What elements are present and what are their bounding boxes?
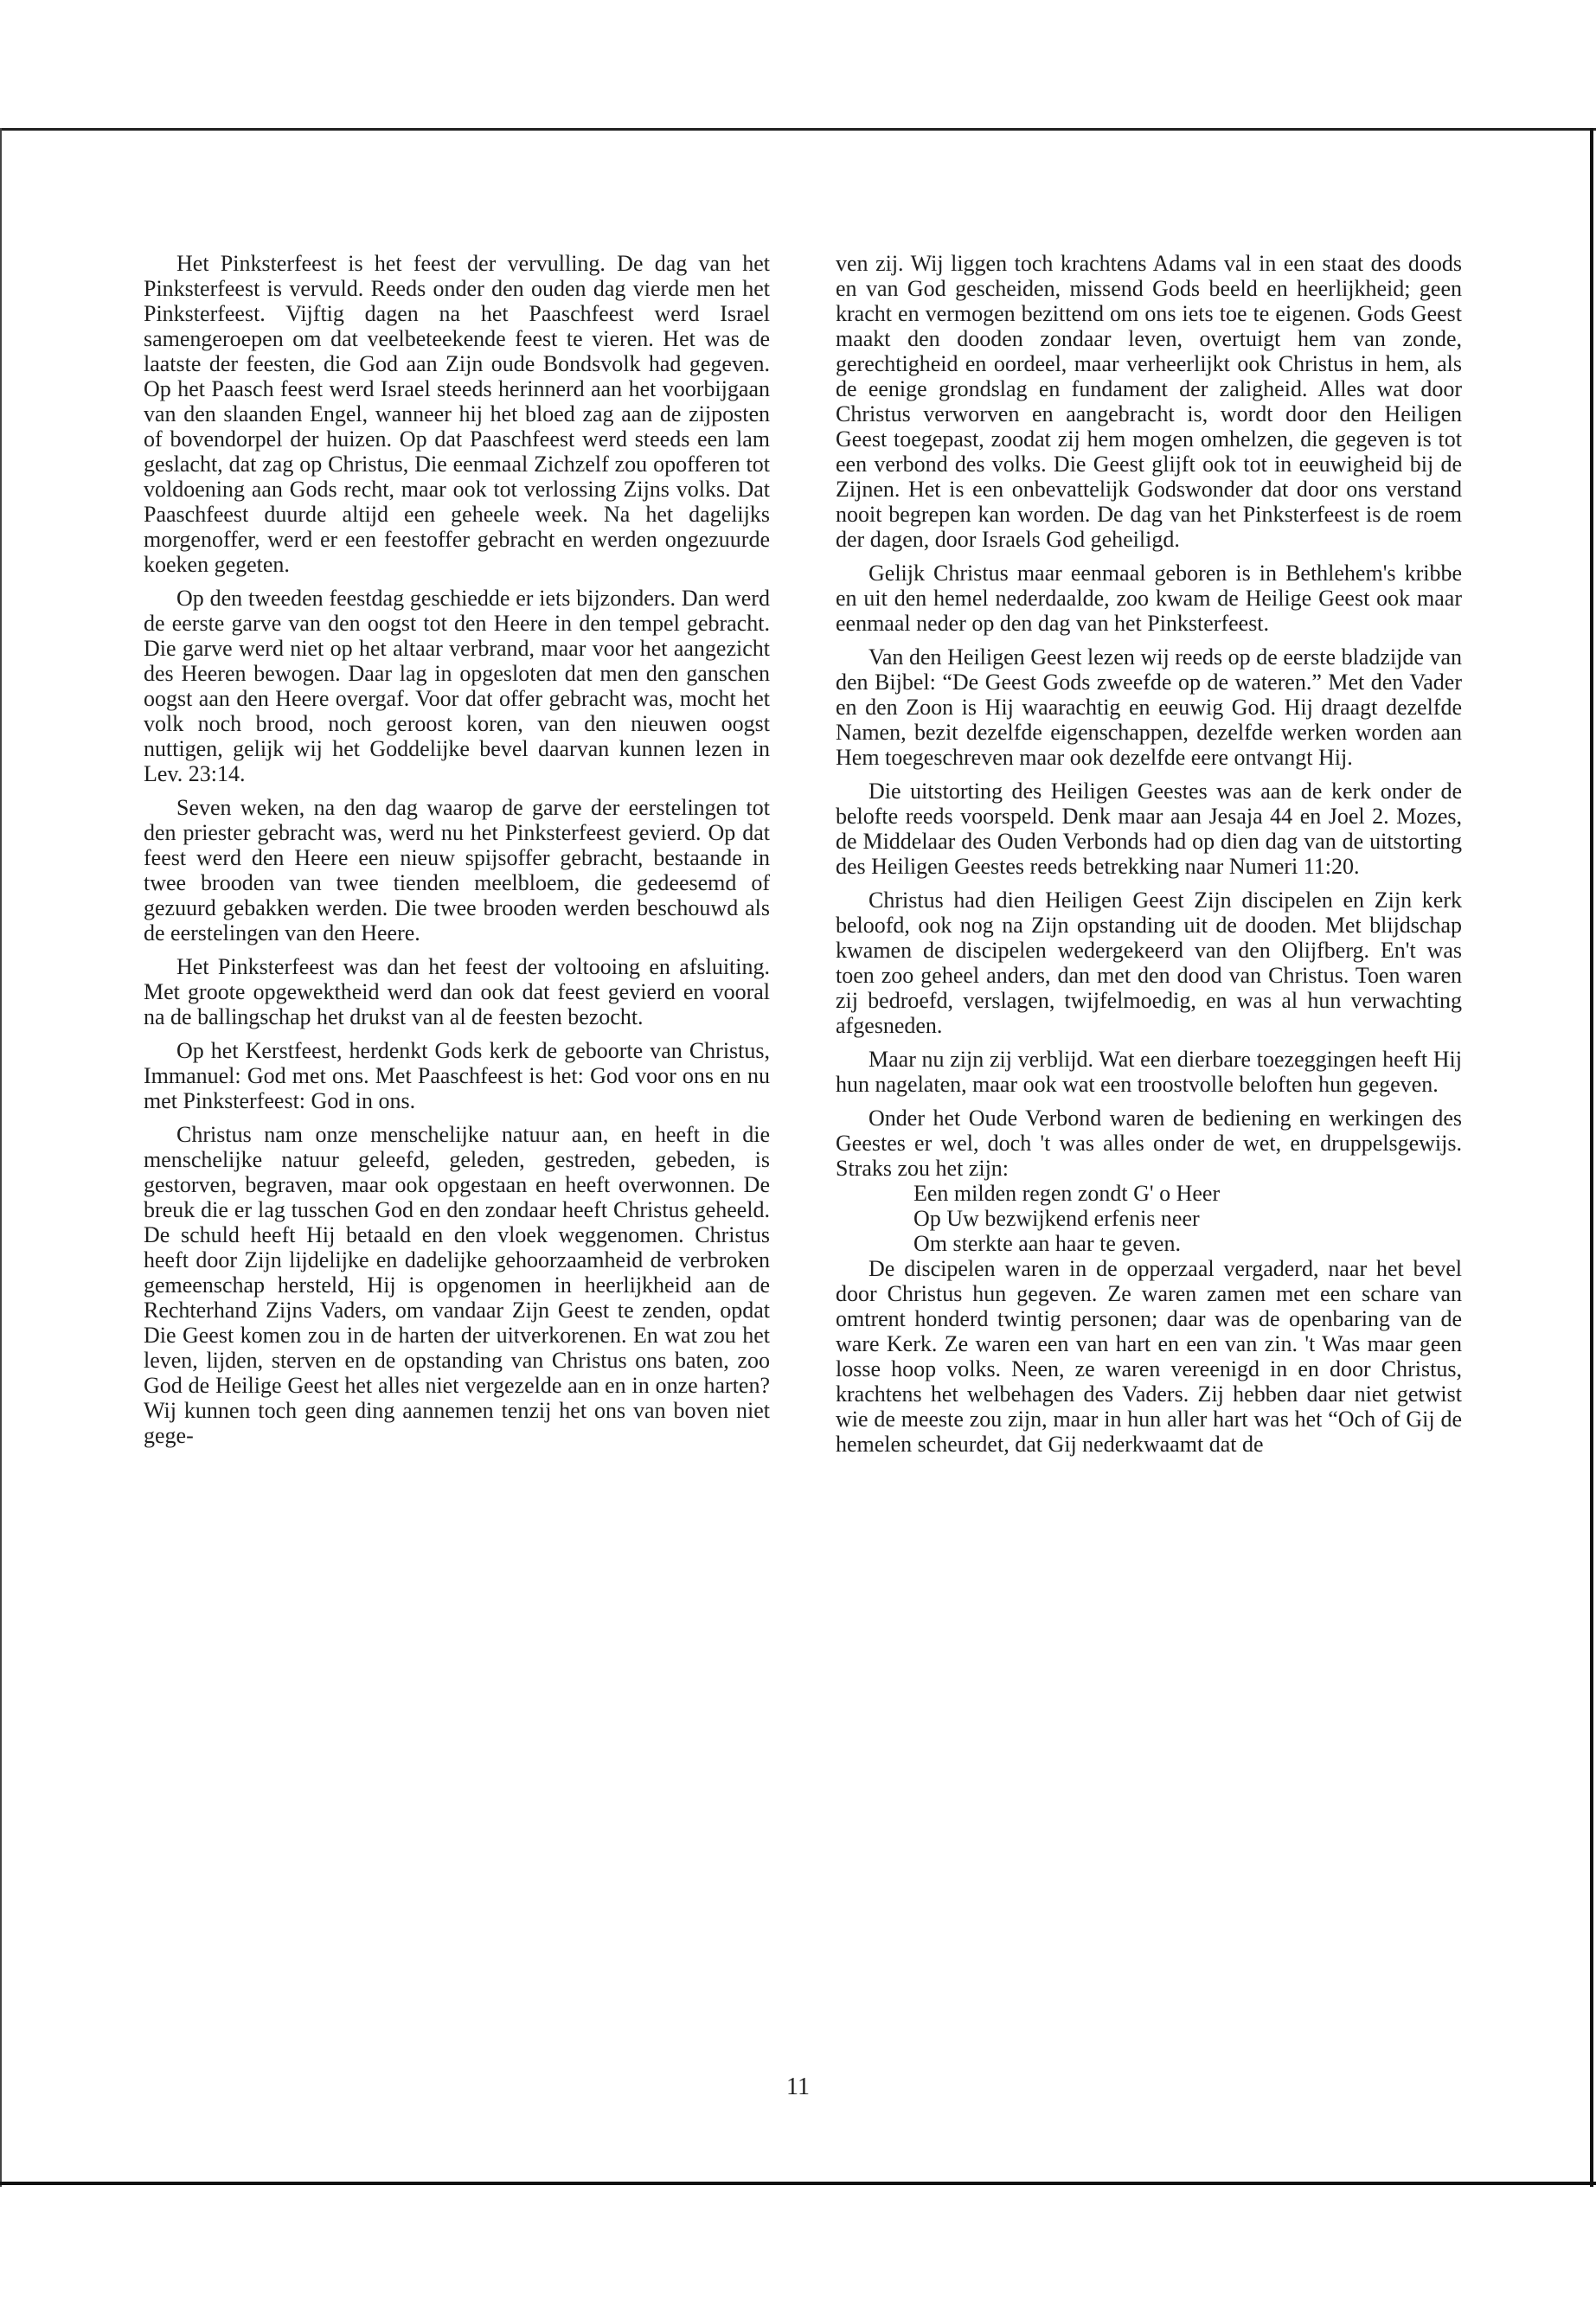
paragraph: Christus had dien Heiligen Geest Zijn discipelen en Zijn kerk beloofd, ook nog na Zijn opstanding uit de dooden. Met blijdschap kwamen de discipelen wedergekeerd van den Olijfberg. En't was toen zoo geheel anders, dan met den dood van Christus. Toen waren zij bedroefd, verslagen, twijfelmoedig, en was al hun verwachting afgesneden. — [836, 888, 1462, 1038]
left-text-column — [144, 251, 770, 1457]
paragraph: Gelijk Christus maar eenmaal geboren is in Bethlehem's kribbe en uit den hemel nederdaalde, zoo kwam de Heilige Geest ook maar eenmaal neder op den dag van het Pinksterfeest. — [836, 561, 1462, 636]
paragraph: Maar nu zijn zij verblijd. Wat een dierbare toezeggingen heeft Hij hun nagelaten, maar ook wat een troostvolle beloften hun gegeven. — [836, 1047, 1462, 1097]
page-number: 11 — [786, 2073, 810, 2100]
page-border-top — [0, 128, 1596, 131]
poem-line: Een milden regen zondt G' o Heer — [913, 1181, 1221, 1206]
poem-quote — [913, 1181, 1462, 1256]
poem-line: Om sterkte aan haar te geven. — [913, 1231, 1181, 1256]
paragraph: Onder het Oude Verbond waren de bediening en werkingen des Geestes er wel, doch 't was alles onder de wet, en druppelsgewijs. Straks zou het zijn: — [836, 1106, 1462, 1181]
paragraph: Die uitstorting des Heiligen Geestes was aan de kerk onder de belofte reeds voorspeld. Denk maar aan Jesaja 44 en Joel 2. Mozes, de Middelaar des Ouden Verbonds had op dien dag van de uitstorting des Heiligen Geestes reeds betrekking naar Numeri 11:20. — [836, 779, 1462, 879]
paragraph: De discipelen waren in de opperzaal vergaderd, naar het bevel door Christus hun gegeven. Ze waren zamen met een schare van omtrent honderd twintig personen; daar was de openbaring van de ware Kerk. Ze waren een van hart en een van zin. 't Was maar geen losse hoop volks. Neen, ze waren vereenigd in en door Christus, krachtens het welbehagen des Vaders. Zij hebben daar niet getwist wie de meeste zou zijn, maar in hun aller hart was het “Och of Gij de hemelen scheurdet, dat Gij nederkwaamt dat de — [836, 1256, 1462, 1457]
paragraph: Het Pinksterfeest was dan het feest der voltooing en afsluiting. Met groote opgewektheid werd dan ook dat feest gevierd en vooral na de ballingschap het drukst van al de feesten bezocht. — [144, 954, 770, 1029]
paragraph: Christus nam onze menschelijke natuur aan, en heeft in die menschelijke natuur geleefd, geleden, gestreden, gebeden, is gestorven, begraven, maar ook opgestaan en heeft overwonnen. De breuk die er lag tusschen God en den zondaar heeft Christus geheeld. De schuld heeft Hij betaald en den vloek weggenomen. Christus heeft door Zijn lijdelijke en dadelijke gehoorzaamheid de verbroken gemeenschap hersteld, Hij is opgenomen in heerlijkheid aan de Rechterhand Zijns Vaders, om vandaar Zijn Geest te zenden, opdat Die Geest komen zou in de harten der uitverkorenen. En wat zou het leven, lijden, sterven en de opstanding van Christus ons baten, zoo God de Heilige Geest het alles niet vergezelde aan en in onze harten? Wij kunnen toch geen ding aannemen tenzij het ons van boven niet gege- — [144, 1122, 770, 1448]
paragraph: Van den Heiligen Geest lezen wij reeds op de eerste bladzijde van den Bijbel: “De Geest Gods zweefde op de wateren.” Met den Vader en den Zoon is Hij waarachtig en eeuwig God. Hij draagt dezelfde Namen, bezit dezelfde eigenschappen, dezelfde werken worden aan Hem toegeschreven maar ook dezelfde eere ontvangt Hij. — [836, 644, 1462, 770]
paragraph: Het Pinksterfeest is het feest der vervulling. De dag van het Pinksterfeest is vervuld. Reeds onder den ouden dag vierde men het Pinksterfeest. Vijftig dagen na het Paaschfeest werd Israel samengeroepen om dat veelbeteekende feest te vieren. Het was de laatste der feesten, die God aan Zijn oude Bondsvolk had gegeven. Op het Paasch feest werd Israel steeds herinnerd aan het voorbijgaan van den slaanden Engel, wanneer hij het bloed zag aan de zijposten of bovendorpel der huizen. Op dat Paaschfeest werd steeds een lam geslacht, dat zag op Christus, Die eenmaal Zichzelf zou opofferen tot voldoening aan Gods recht, maar ook tot verlossing Zijns volks. Dat Paaschfeest duurde altijd een geheele week. Na het dagelijks morgenoffer, werd er een feestoffer gebracht en werden ongezuurde koeken gegeten. — [144, 251, 770, 577]
paragraph: Seven weken, na den dag waarop de garve der eerstelingen tot den priester gebracht was, werd nu het Pinksterfeest gevierd. Op dat feest werd den Heere een nieuw spijsoffer gebracht, bestaande in twee brooden van twee tienden meelbloem, die gedeesemd of gezuurd gebakken werden. Die twee brooden werden beschouwd als de eerstelingen van den Heere. — [144, 795, 770, 945]
page-border-bottom — [0, 2182, 1596, 2185]
paragraph: Op het Kerstfeest, herdenkt Gods kerk de geboorte van Christus, Immanuel: God met ons. Met Paaschfeest is het: God voor ons en nu met Pinksterfeest: God in ons. — [144, 1038, 770, 1113]
right-text-column — [836, 251, 1462, 1465]
page-border-left — [0, 128, 2, 2187]
poem-line: Op Uw bezwijkend erfenis neer — [913, 1206, 1200, 1231]
page-border-right — [1590, 128, 1593, 2187]
paragraph: Op den tweeden feestdag geschiedde er iets bijzonders. Dan werd de eerste garve van den oogst tot den Heere in den tempel gebracht. Die garve werd niet op het altaar verbrand, maar voor het aangezicht des Heeren bewogen. Daar lag in opgesloten dat men den ganschen oogst aan den Heere overgaf. Voor dat offer gebracht was, mocht het volk noch brood, noch geroost koren, van den nieuwen oogst nuttigen, gelijk wij het Goddelijke bevel daarvan kunnen lezen in Lev. 23:14. — [144, 586, 770, 786]
paragraph-continuation: ven zij. Wij liggen toch krachtens Adams val in een staat des doods en van God gescheiden, missend Gods beeld en heerlijkheid; geen kracht en vermogen bezittend om ons iets toe te eigenen. Gods Geest maakt den dooden zondaar leven, overtuigt hem van zonde, gerechtigheid en oordeel, maar verheerlijkt ook Christus in hem, als de eenige grondslag en fundament der zaligheid. Alles wat door Christus verworven en aangebracht is, wordt door den Heiligen Geest toegepast, zoodat zij hem mogen omhelzen, die gegeven is tot een verbond des volks. Die Geest glijft ook tot in eeuwigheid bij de Zijnen. Het is een onbevattelijk Godswonder dat door ons verstand nooit begrepen kan worden. De dag van het Pinksterfeest is de roem der dagen, door Israels God geheiligd. — [836, 251, 1462, 552]
